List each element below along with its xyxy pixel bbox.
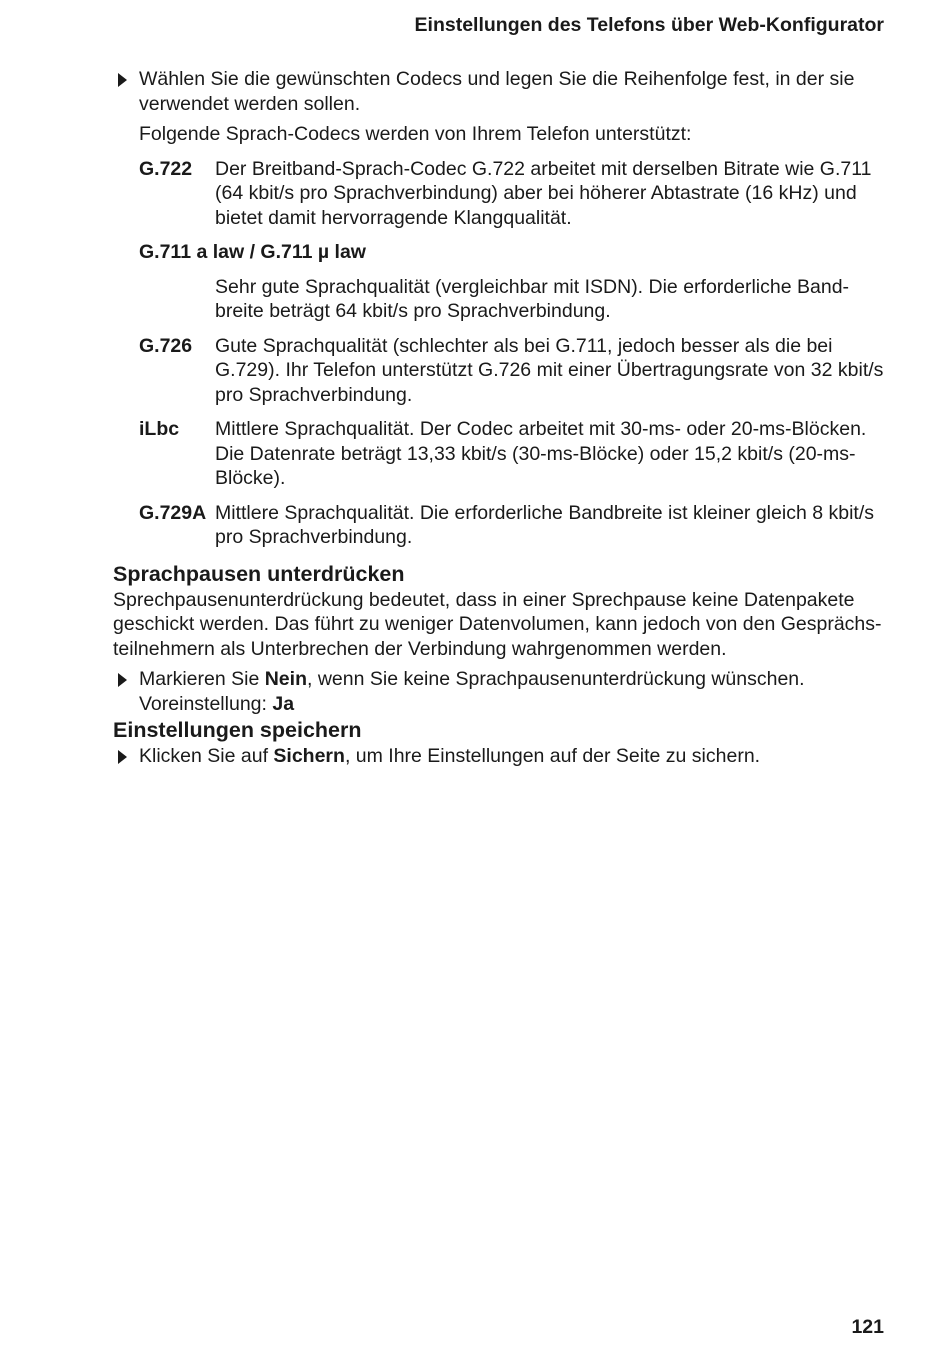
- section-heading-silence: Sprachpausen unterdrücken: [113, 561, 405, 586]
- codec-name: G.726: [139, 334, 193, 357]
- default-label: Voreinstellung:: [139, 692, 273, 715]
- codec-item: [139, 334, 888, 408]
- codec-desc: Gute Sprachqualität (schlechter als bei G.711, jedoch besser als die bei G.729). Ihr Telefon unterstützt G.726 mit einer Übertragungsrate von 32 kbit/s pro Sprachverbindung.: [215, 334, 884, 406]
- step-text-pre: Markieren Sie: [139, 668, 265, 690]
- step-select-codecs: [113, 67, 888, 116]
- codec-desc: Der Breitband-Sprach-Codec G.722 arbeitet mit derselben Bitrate wie G.711 (64 kbit/s pro Sprachverbindung) aber bei höherer Abtastrate (16 kHz) und bietet damit hervorragende Klangqualität.: [215, 157, 872, 229]
- codec-desc: Sehr gute Sprachqualität (vergleichbar mit ISDN). Die erforderliche Bandbreite beträgt 64 kbit/s pro Sprachverbindung.: [215, 275, 850, 322]
- codec-item: [139, 417, 888, 491]
- page-header: Einstellungen des Telefons über Web-Konfigurator: [414, 14, 884, 36]
- codec-item: [139, 501, 888, 550]
- codec-name: G.722: [139, 157, 193, 180]
- page-content: [113, 67, 888, 769]
- bullet-arrow-icon: [118, 73, 127, 87]
- step-text-post: , um Ihre Einstellungen auf der Seite zu sichern.: [344, 745, 761, 767]
- bullet-arrow-icon: [118, 750, 127, 764]
- codec-lead: Folgende Sprach-Codecs werden von Ihrem Telefon unterstützt:: [139, 123, 692, 145]
- step-text: Wählen Sie die gewünschten Codecs und legen Sie die Reihenfolge fest, in der sie verwendet werden sollen.: [139, 68, 855, 115]
- step-silence: [113, 667, 888, 716]
- codec-name: G.711 a law / G.711 µ law: [139, 241, 366, 263]
- codec-item: [139, 157, 888, 231]
- codec-name: iLbc: [139, 418, 180, 440]
- step-text: [139, 667, 888, 692]
- default-value: Ja: [272, 692, 295, 715]
- codec-name: G.729A: [139, 501, 207, 524]
- step-text-pre: Klicken Sie auf: [139, 745, 274, 767]
- option-sichern: Sichern: [273, 745, 345, 767]
- codec-list: [113, 157, 888, 550]
- page-number: 121: [851, 1315, 884, 1338]
- section-heading-save: Einstellungen speichern: [113, 718, 362, 742]
- default-setting: [139, 692, 888, 717]
- step-text: [139, 744, 888, 769]
- step-text-post: , wenn Sie keine Sprachpausenunterdrückung wünschen.: [306, 668, 805, 690]
- step-save: [113, 744, 888, 769]
- codec-desc: Mittlere Sprachqualität. Die erforderliche Bandbreite ist kleiner gleich 8 kbit/s pro Sprachverbindung.: [215, 501, 874, 548]
- codec-desc: Mittlere Sprachqualität. Der Codec arbeitet mit 30-ms- oder 20-ms-Blöcken. Die Datenrate beträgt 13,33 kbit/s (30-ms-Blöcke) oder 15,2 kbit/s (20-ms-Blöcke).: [215, 418, 867, 489]
- silence-body: Sprechpausenunterdrückung bedeutet, dass in einer Sprechpause keine Datenpakete geschickt werden. Das führt zu weniger Datenvolumen, kann jedoch von den Gesprächsteilnehmern als Unterbrechen der Verbindung wahrgenommen werden.: [113, 588, 882, 660]
- option-nein: Nein: [264, 668, 307, 690]
- bullet-arrow-icon: [118, 673, 127, 687]
